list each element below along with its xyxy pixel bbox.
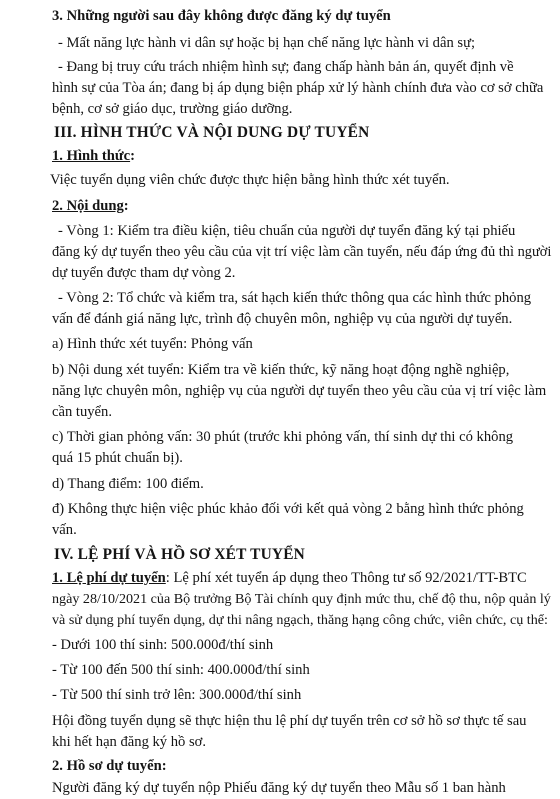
paragraph-line: d) Thang điểm: 100 điểm.	[52, 476, 204, 492]
subsection-dossier-title: 2. Hồ sơ dự tuyển:	[52, 758, 167, 774]
paragraph-line: Việc tuyển dụng viên chức được thực hiện bằng hình thức xét tuyển.	[50, 172, 450, 188]
paragraph-line: Hội đồng tuyển dụng sẽ thực hiện thu lệ phí dự tuyển trên cơ sở hồ sơ thực tế sau	[52, 713, 527, 729]
subsection-fee-label: 1. Lệ phí dự tuyển	[52, 570, 166, 586]
paragraph-line	[52, 568, 550, 589]
paragraph-line: năng lực chuyên môn, nghiệp vụ của người dự tuyển theo yêu cầu của vị trí việc làm	[52, 383, 547, 399]
paragraph-line: khi hết hạn đăng ký hồ sơ.	[52, 734, 207, 750]
paragraph-line: ngày 28/10/2021 của Bộ trưởng Bộ Tài chính quy định mức thu, chế độ thu, nộp quản lý	[52, 591, 551, 607]
list-item: - Mất năng lực hành vi dân sự hoặc bị hạn chế năng lực hành vi dân sự;	[58, 35, 476, 51]
paragraph-line: c) Thời gian phỏng vấn: 30 phút (trước khi phỏng vấn, thí sinh dự thi có không	[52, 429, 514, 445]
colon: :	[130, 148, 135, 164]
section-iii-heading: III. HÌNH THỨC VÀ NỘI DUNG DỰ TUYỂN	[54, 124, 370, 141]
subsection-form-title	[52, 146, 550, 167]
paragraph-line: cần tuyển.	[52, 404, 112, 420]
paragraph-line: dự tuyển được tham dự vòng 2.	[52, 265, 236, 281]
section-3-title: 3. Những người sau đây không được đăng ký dự tuyển	[52, 8, 391, 24]
paragraph-line: vấn.	[52, 522, 77, 538]
section-iv-heading: IV. LỆ PHÍ VÀ HỒ SƠ XÉT TUYỂN	[54, 546, 305, 563]
paragraph-line: quá 15 phút chuẩn bị).	[52, 450, 183, 466]
paragraph-line: Người đăng ký dự tuyển nộp Phiếu đăng ký dự tuyển theo Mẫu số 1 ban hành	[52, 780, 506, 796]
list-item: - Đang bị truy cứu trách nhiệm hình sự; đang chấp hành bản án, quyết định về	[58, 59, 514, 75]
paragraph-line: và sử dụng phí tuyển dụng, dự thi nâng ngạch, thăng hạng công chức, viên chức, cụ thể:	[52, 612, 548, 628]
paragraph-line: hình sự của Tòa án; đang bị áp dụng biện pháp xử lý hành chính đưa vào cơ sở chữa	[52, 80, 544, 96]
paragraph-line: đ) Không thực hiện việc phúc khảo đối với kết quả vòng 2 bằng hình thức phỏng	[52, 501, 524, 517]
subsection-content-label: 2. Nội dung	[52, 198, 124, 214]
fee-intro-text: : Lệ phí xét tuyển áp dụng theo Thông tư số 92/2021/TT-BTC	[165, 570, 527, 586]
paragraph-line: b) Nội dung xét tuyển: Kiểm tra về kiến thức, kỹ năng hoạt động nghề nghiệp,	[52, 362, 510, 378]
colon: :	[123, 198, 129, 214]
paragraph-line: bệnh, cơ sở giáo dục, trường giáo dưỡng.	[52, 101, 293, 117]
paragraph-line: a) Hình thức xét tuyển: Phỏng vấn	[52, 336, 253, 352]
paragraph-line: vấn để đánh giá năng lực, trình độ chuyên môn, nghiệp vụ của người dự tuyển.	[52, 311, 513, 327]
paragraph-line: đăng ký dự tuyển theo yêu cầu của vịt trí việc làm cần tuyển, nếu đáp ứng đủ thì người	[52, 244, 552, 260]
list-item: - Từ 500 thí sinh trở lên: 300.000đ/thí sinh	[52, 687, 302, 703]
subsection-form-label: 1. Hình thức	[52, 148, 131, 164]
subsection-content-title	[52, 196, 550, 217]
list-item: - Vòng 1: Kiểm tra điều kiện, tiêu chuẩn của người dự tuyển đăng ký tại phiếu	[58, 223, 516, 239]
list-item: - Từ 100 đến 500 thí sinh: 400.000đ/thí sinh	[52, 662, 310, 678]
list-item: - Dưới 100 thí sinh: 500.000đ/thí sinh	[52, 637, 274, 653]
list-item: - Vòng 2: Tổ chức và kiểm tra, sát hạch kiến thức thông qua các hình thức phỏng	[58, 290, 532, 306]
